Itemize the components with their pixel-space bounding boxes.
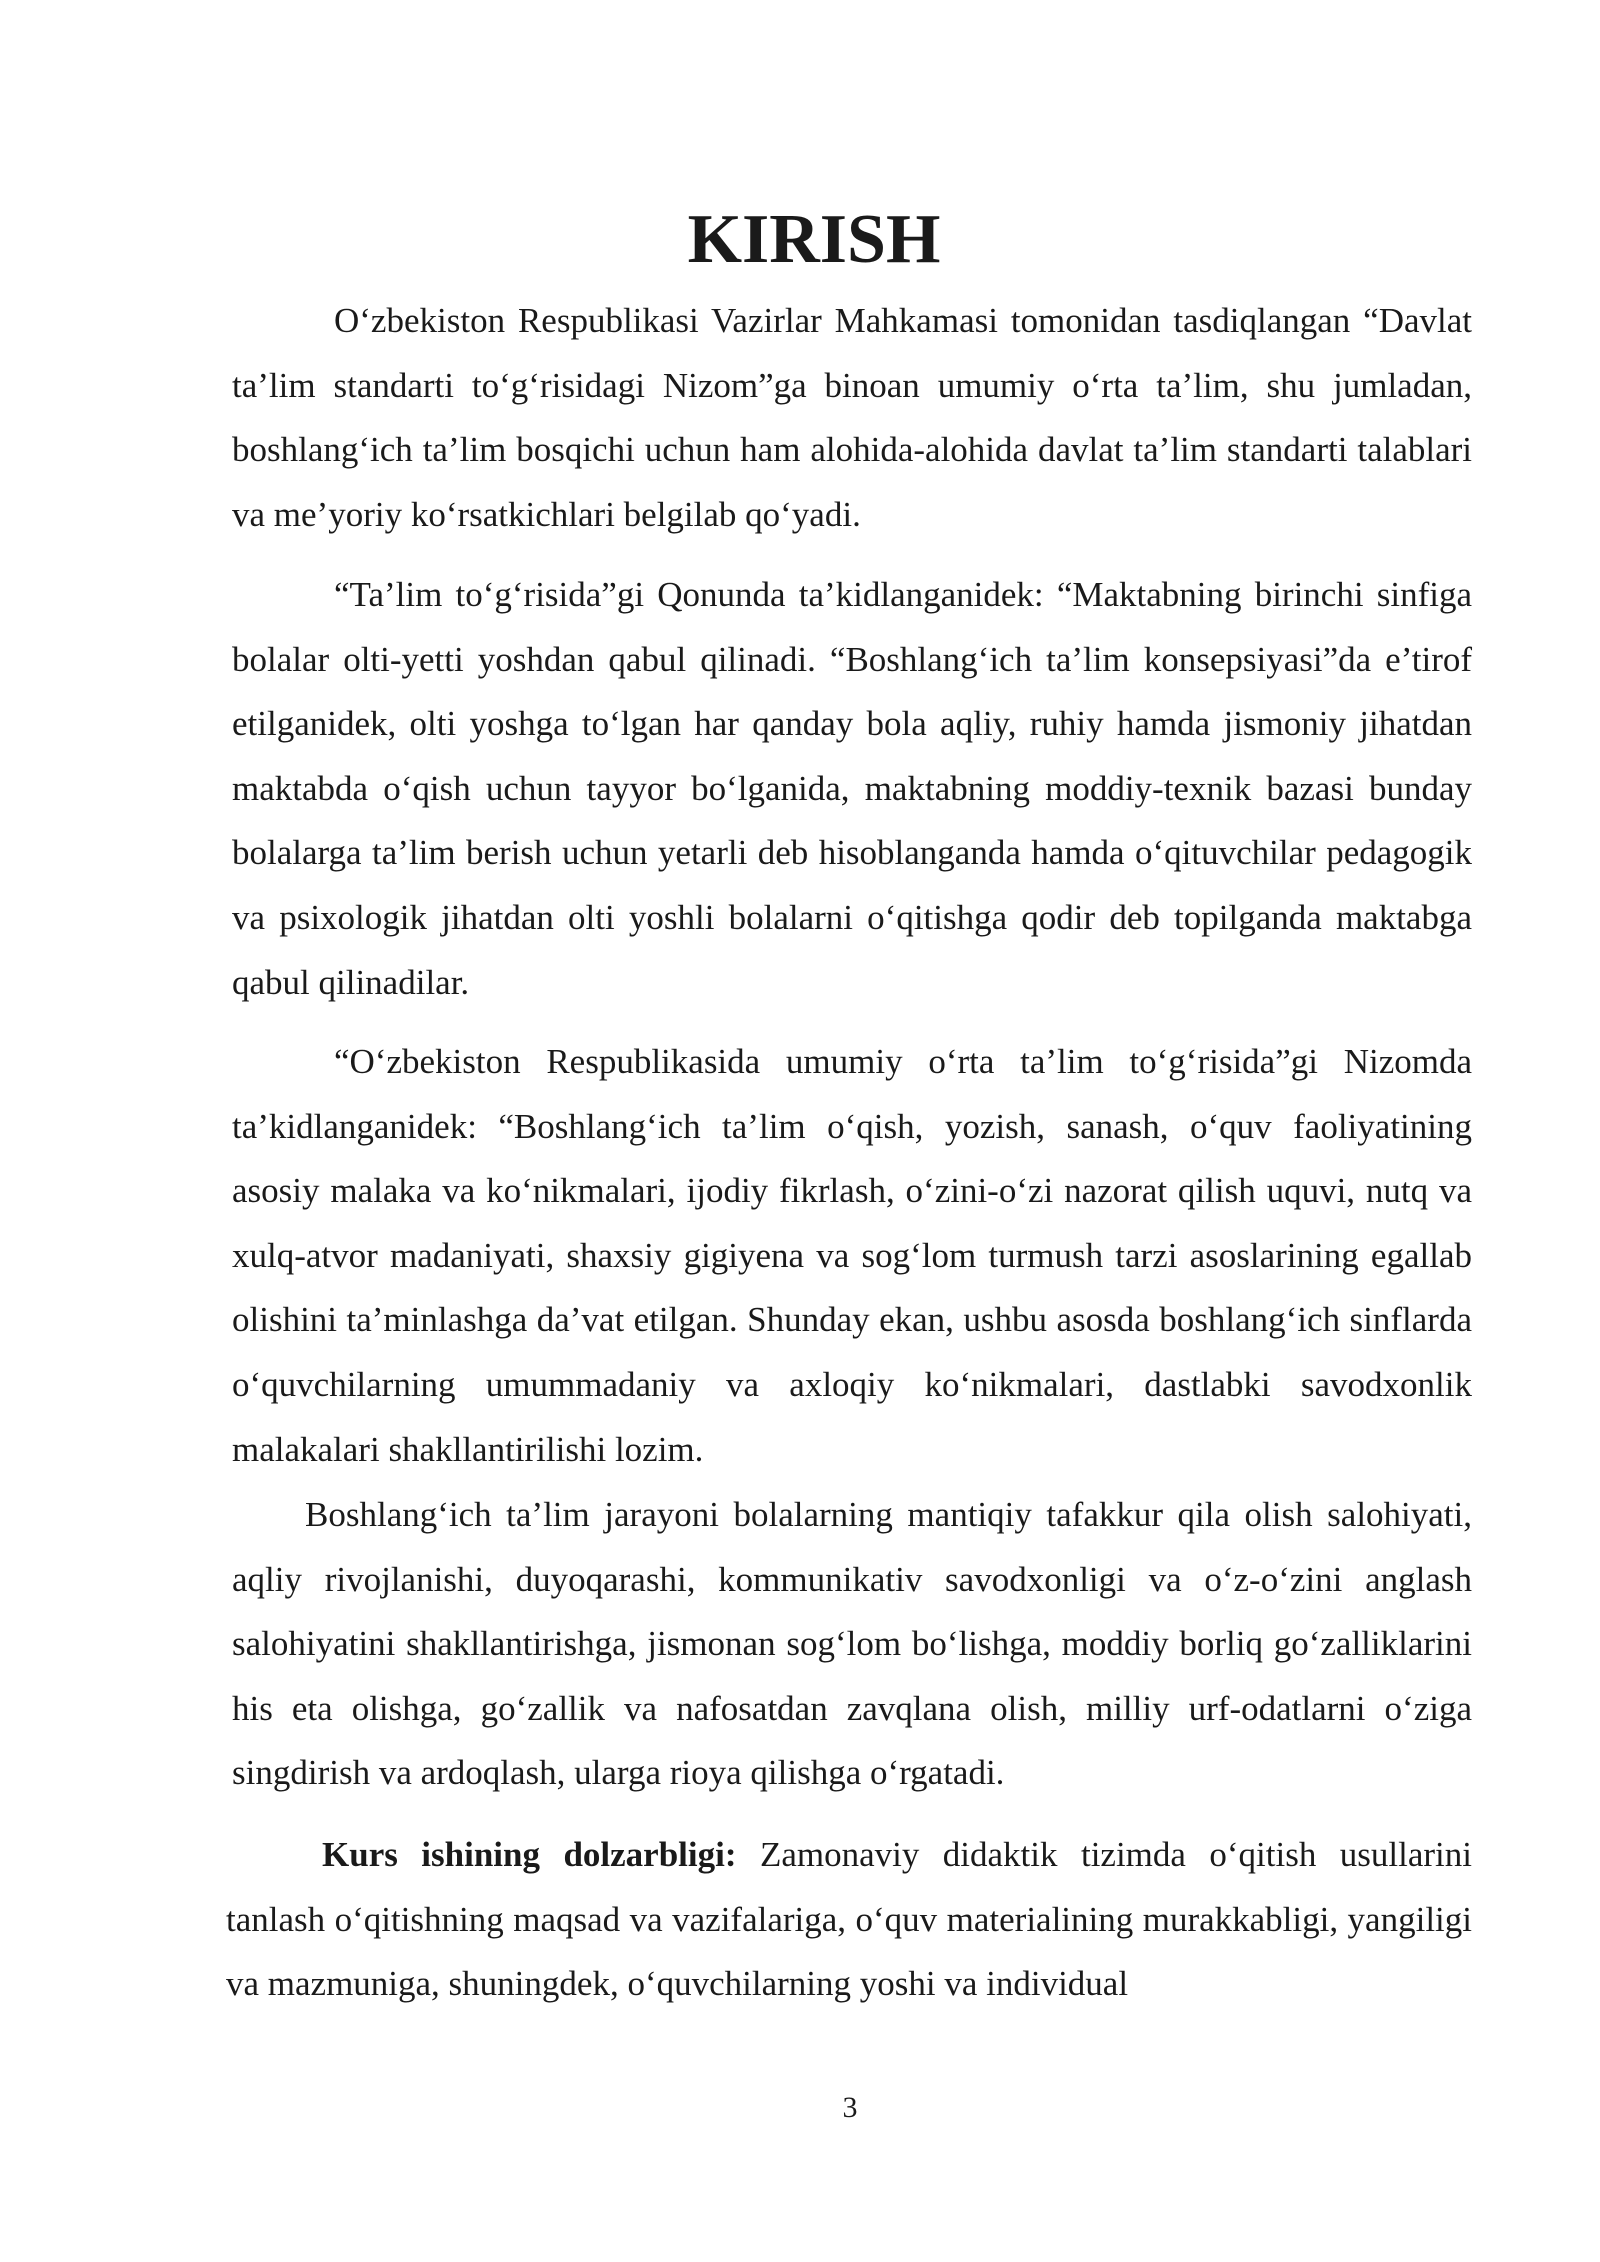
- relevance-paragraph: [226, 1823, 1472, 2017]
- relevance-label: Kurs ishining dolzarbligi:: [322, 1835, 737, 1874]
- page-title: KIRISH: [687, 201, 941, 278]
- paragraph-3: “O‘zbekiston Respublikasida umumiy o‘rta ta’lim to‘g‘risida”gi Nizomda ta’kidlanganidek: “Boshlang‘ich ta’lim o‘qish, yozish, sanash, o‘quv faoliyatining asosiy malaka va ko‘nikmalari, ijodiy fikrlash, o‘zini-o‘zi nazorat qilish uquvi, nutq va xulq-atvor madaniyati, shaxsiy gigiyena va sog‘lom turmush tarzi asoslarining egallab olishini ta’minlashga da’vat etilgan. Shunday ekan, ushbu asosda boshlang‘ich sinflarda o‘quvchilarning umummadaniy va axloqiy ko‘nikmalari, dastlabki savodxonlik malakalari shakllantirilishi lozim.: [232, 1042, 1472, 1469]
- paragraph-4: Boshlang‘ich ta’lim jarayoni bolalarning mantiqiy tafakkur qila olish salohiyati, aqliy rivojlanishi, duyoqarashi, kommunikativ savodxonligi va o‘z-o‘zini anglash salohiyatini shakllantirishga, jismonan sog‘lom bo‘lishga, moddiy borliq go‘zalliklarini his eta olishga, go‘zallik va nafosatdan zavqlana olish, milliy urf-odatlarni o‘ziga singdirish va ardoqlash, ularga rioya qilishga o‘rgatadi.: [232, 1495, 1472, 1793]
- page-number: 3: [842, 2091, 858, 2124]
- paragraph-2: “Ta’lim to‘g‘risida”gi Qonunda ta’kidlanganidek: “Maktabning birinchi sinfiga bolalar olti-yetti yoshdan qabul qilinadi. “Boshlang‘ich ta’lim konsepsiyasi”da e’tirof etilganidek, olti yoshga to‘lgan har qanday bola aqliy, ruhiy hamda jismoniy jihatdan maktabda o‘qish uchun tayyor bo‘lganida, maktabning moddiy-texnik bazasi bunday bolalarga ta’lim berish uchun yetarli deb hisoblanganda hamda o‘qituvchilar pedagogik va psixologik jihatdan olti yoshli bolalarni o‘qitishga qodir deb topilganda maktabga qabul qilinadilar.: [232, 575, 1472, 1002]
- relevance-text: Zamonaviy didaktik tizimda o‘qitish usullarini tanlash o‘qitishning maqsad va vazifalariga, o‘quv materialining murakkabligi, yangiligi va mazmuniga, shuningdek, o‘quvchilarning yoshi va individual: [226, 1835, 1472, 2004]
- paragraph-1: O‘zbekiston Respublikasi Vazirlar Mahkamasi tomonidan tasdiqlangan “Davlat ta’lim standarti to‘g‘risidagi Nizom”ga binoan umumiy o‘rta ta’lim, shu jumladan, boshlang‘ich ta’lim bosqichi uchun ham alohida-alohida davlat ta’lim standarti talablari va me’yoriy ko‘rsatkichlari belgilab qo‘yadi.: [232, 301, 1472, 534]
